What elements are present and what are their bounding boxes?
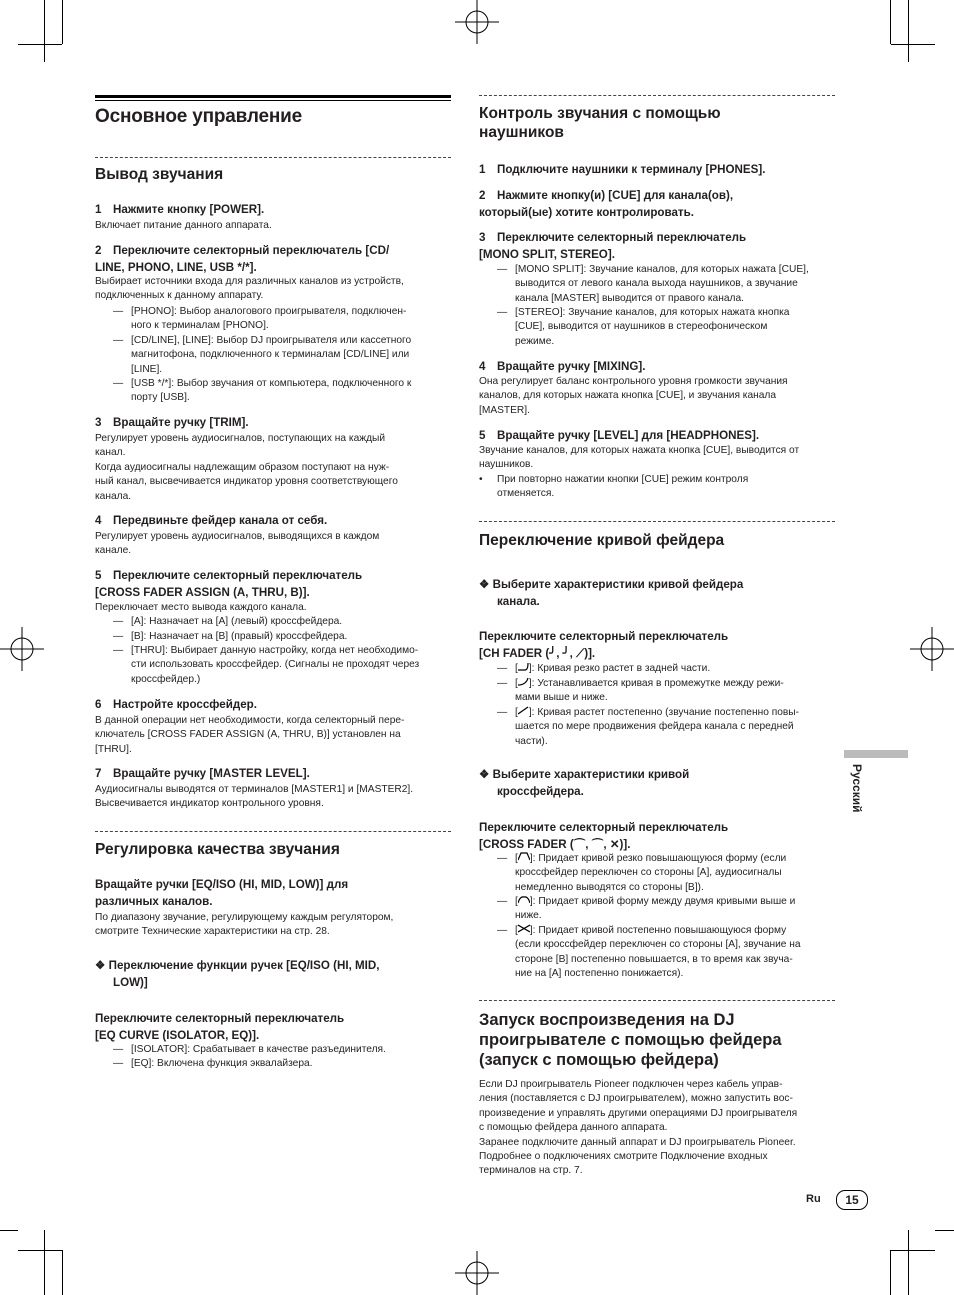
subsection-heading: ❖ Переключение функции ручек [EQ/ISO (HI, MID, LOW)] <box>95 959 380 989</box>
list-item: — [THRU]: Выбирает данную настройку, когда нет необходимо- сти использовать кроссфейдер. (Сигналы не проходят через кроссфейдер.) <box>113 645 420 685</box>
crop-mark <box>908 1230 909 1295</box>
crop-mark <box>891 1250 935 1251</box>
crop-mark <box>891 44 935 45</box>
list-item: — [EQ]: Включена функция эквалайзера. <box>113 1058 313 1069</box>
registration-mark <box>455 1251 499 1295</box>
registration-mark <box>455 0 499 44</box>
xf-sharp-icon <box>518 852 530 861</box>
step-heading: 3 Переключите селекторный переключатель [MONO SPLIT, STEREO]. <box>479 231 747 261</box>
step-heading: 6 Настройте кроссфейдер. <box>95 698 257 711</box>
body-text: Включает питание данного аппарата. <box>95 220 272 231</box>
list-item: — [ ]: Кривая растет постепенно (звучание постепенно повы- шается по мере продвижения фейдера канала с передней части). <box>497 707 800 747</box>
crop-mark <box>18 44 62 45</box>
body-text: В данной операции нет необходимости, когда селекторный пере- ключатель [CROSS FADER ASSIGN (A, THRU, B)] установлен на [THRU]. <box>95 715 405 755</box>
list-item: — [USB */*]: Выбор звучания от компьютера, подключенного к порту [USB]. <box>113 378 412 404</box>
subsection-heading: ❖ Выберите характеристики кривой кроссфейдера. <box>479 768 690 798</box>
step-heading: 1 Нажмите кнопку [POWER]. <box>95 203 265 216</box>
curve-medium-icon: ╯ <box>562 646 570 660</box>
curve-medium-icon <box>518 677 529 686</box>
registration-mark <box>910 627 954 671</box>
crop-mark <box>935 1230 954 1231</box>
side-tab-label: Русский <box>850 764 864 813</box>
registration-mark <box>0 627 44 671</box>
list-item: — [B]: Назначает на [B] (правый) кроссфейдера. <box>113 631 348 642</box>
step-heading: 4 Вращайте ручку [MIXING]. <box>479 360 646 373</box>
section-divider <box>479 95 835 96</box>
crop-mark <box>62 1250 63 1295</box>
xf-gradual-icon: ✕ <box>609 837 620 851</box>
step-heading: 3 Вращайте ручку [TRIM]. <box>95 416 249 429</box>
step-heading: 2 Переключите селекторный переключатель [CD/ LINE, PHONO, LINE, USB */*]. <box>95 244 390 274</box>
list-item: — [ISOLATOR]: Срабатывает в качестве разъединителя. <box>113 1044 386 1055</box>
step-heading: Переключите селекторный переключатель [CH FADER (╯, ╯, ⟋)]. <box>479 630 729 660</box>
crop-mark <box>62 0 63 44</box>
list-item: — [ ]: Придает кривой резко повышающуюся форму (если кроссфейдер переключен со стороны [A], аудиосигналы немедленно выводятся со стороны [B]). <box>497 853 787 893</box>
body-text: Регулирует уровень аудиосигналов, выводящихся в каждом канале. <box>95 531 380 557</box>
body-text: Аудиосигналы выводятся от терминалов [MASTER1] и [MASTER2]. Высвечивается индикатор контрольного уровня. <box>95 784 414 810</box>
section-divider <box>479 521 835 522</box>
step-heading: 7 Вращайте ручку [MASTER LEVEL]. <box>95 767 310 780</box>
section-heading: Контроль звучания с помощью наушников <box>479 105 721 141</box>
subsection-heading: ❖ Выберите характеристики кривой фейдера канала. <box>479 578 744 608</box>
step-heading: 5 Переключите селекторный переключатель [CROSS FADER ASSIGN (A, THRU, B)]. <box>95 569 363 599</box>
list-item: — [STEREO]: Звучание каналов, для которых нажата кнопка [CUE], выводится от наушников в стереофоническом режиме. <box>497 307 790 347</box>
crop-mark <box>44 0 45 62</box>
xf-sharp-icon: ⌒ <box>573 837 586 851</box>
crop-mark <box>890 1250 891 1295</box>
list-item: — [CD/LINE], [LINE]: Выбор DJ проигрывателя или кассетного магнитофона, подключенного к терминалам [CD/LINE] или [LINE]. <box>113 335 412 375</box>
crop-mark <box>0 1230 18 1231</box>
curve-sharp-icon <box>518 662 529 671</box>
section-divider <box>95 157 451 158</box>
crop-mark <box>908 0 909 62</box>
step-heading: Переключите селекторный переключатель [CROSS FADER (⌒, ⌒, ✕)]. <box>479 821 729 851</box>
xf-gradual-icon <box>518 924 530 933</box>
section-heading: Запуск воспроизведения на DJ проигрывателе с помощью фейдера (запуск с помощью фейдера) <box>479 1011 782 1069</box>
step-heading: 2 Нажмите кнопку(и) [CUE] для канала(ов), который(ые) хотите контролировать. <box>479 189 734 219</box>
page-title: Основное управление <box>95 106 302 127</box>
list-item: — [MONO SPLIT]: Звучание каналов, для которых нажата [CUE], выводится от левого канала выхода наушников, а звучание канала [MASTER] выводится от правого канала. <box>497 264 809 304</box>
section-heading: Регулировка качества звучания <box>95 841 340 858</box>
body-text: Переключает место вывода каждого канала. <box>95 602 307 613</box>
xf-medium-icon <box>518 895 530 904</box>
body-text: По диапазону звучание, регулирующему каждым регулятором, смотрите Технические характеристики на стр. 28. <box>95 912 394 938</box>
step-heading: Вращайте ручки [EQ/ISO (HI, MID, LOW)] для различных каналов. <box>95 878 349 908</box>
body-text: Звучание каналов, для которых нажата кнопка [CUE], выводится от наушников. <box>479 445 800 471</box>
curve-sharp-icon: ╯ <box>549 646 557 660</box>
list-item: — [PHONO]: Выбор аналогового проигрывателя, подключен- ного к терминалам [PHONO]. <box>113 306 407 332</box>
page-number: 15 <box>836 1190 868 1210</box>
body-text: Если DJ проигрыватель Pioneer подключен через кабель управ- ления (поставляется с DJ проигрывателем), можно запустить вос- произведение и управлять другими операциями DJ проигрывателя с помощью фейдера данного аппарата. Заранее подключите данный аппарат и DJ проигрыватель Pioneer. Подробнее о подключениях смотрите Подключение входных терминалов на стр. 7. <box>479 1079 798 1177</box>
body-text: Выбирает источники входа для различных каналов из устройств, подключенных к данному аппарату. <box>95 276 404 302</box>
section-divider <box>479 1000 835 1001</box>
section-divider <box>95 831 451 832</box>
side-tab-bar <box>844 750 908 758</box>
list-item: — [ ]: Кривая резко растет в задней части. <box>497 663 711 674</box>
body-text: Она регулирует баланс контрольного уровня громкости звучания каналов, для которых нажата кнопка [CUE], и звучания канала [MASTER]. <box>479 376 788 416</box>
crop-mark <box>44 1230 45 1295</box>
list-item: — [ ]: Придает кривой постепенно повышающуюся форму (если кроссфейдер переключен со стороны [A], звучание на стороне [B] постепенно повышается, в то время как звуча- ние на [A] постепенно понижается). <box>497 925 801 980</box>
step-heading: 5 Вращайте ручку [LEVEL] для [HEADPHONES]. <box>479 429 760 442</box>
bullet-item: • При повторно нажатии кнопки [CUE] режим контроля отменяется. <box>479 474 749 500</box>
title-rule-thin <box>95 100 451 101</box>
list-item: — [ ]: Придает кривой форму между двумя кривыми выше и ниже. <box>497 896 796 922</box>
curve-gradual-icon <box>518 706 529 715</box>
curve-gradual-icon: ⟋ <box>576 646 585 660</box>
section-heading: Вывод звучания <box>95 166 224 183</box>
title-rule <box>95 95 451 98</box>
footer-language: Ru <box>806 1193 821 1205</box>
list-item: — [A]: Назначает на [A] (левый) кроссфейдера. <box>113 616 343 627</box>
step-heading: 1 Подключите наушники к терминалу [PHONES]. <box>479 163 766 176</box>
section-heading: Переключение кривой фейдера <box>479 532 725 549</box>
body-text: Регулирует уровень аудиосигналов, поступающих на каждый канал. Когда аудиосигналы надлежащим образом поступают на нуж- ный канал, высвечивается индикатор уровня соответствующего канала. <box>95 433 398 502</box>
step-heading: 4 Передвиньте фейдер канала от себя. <box>95 514 328 527</box>
xf-medium-icon: ⌒ <box>591 837 604 851</box>
crop-mark <box>890 0 891 44</box>
list-item: — [ ]: Устанавливается кривая в промежутке между режи- мами выше и ниже. <box>497 678 784 704</box>
crop-mark <box>18 1250 62 1251</box>
step-heading: Переключите селекторный переключатель [EQ CURVE (ISOLATOR, EQ)]. <box>95 1012 345 1042</box>
